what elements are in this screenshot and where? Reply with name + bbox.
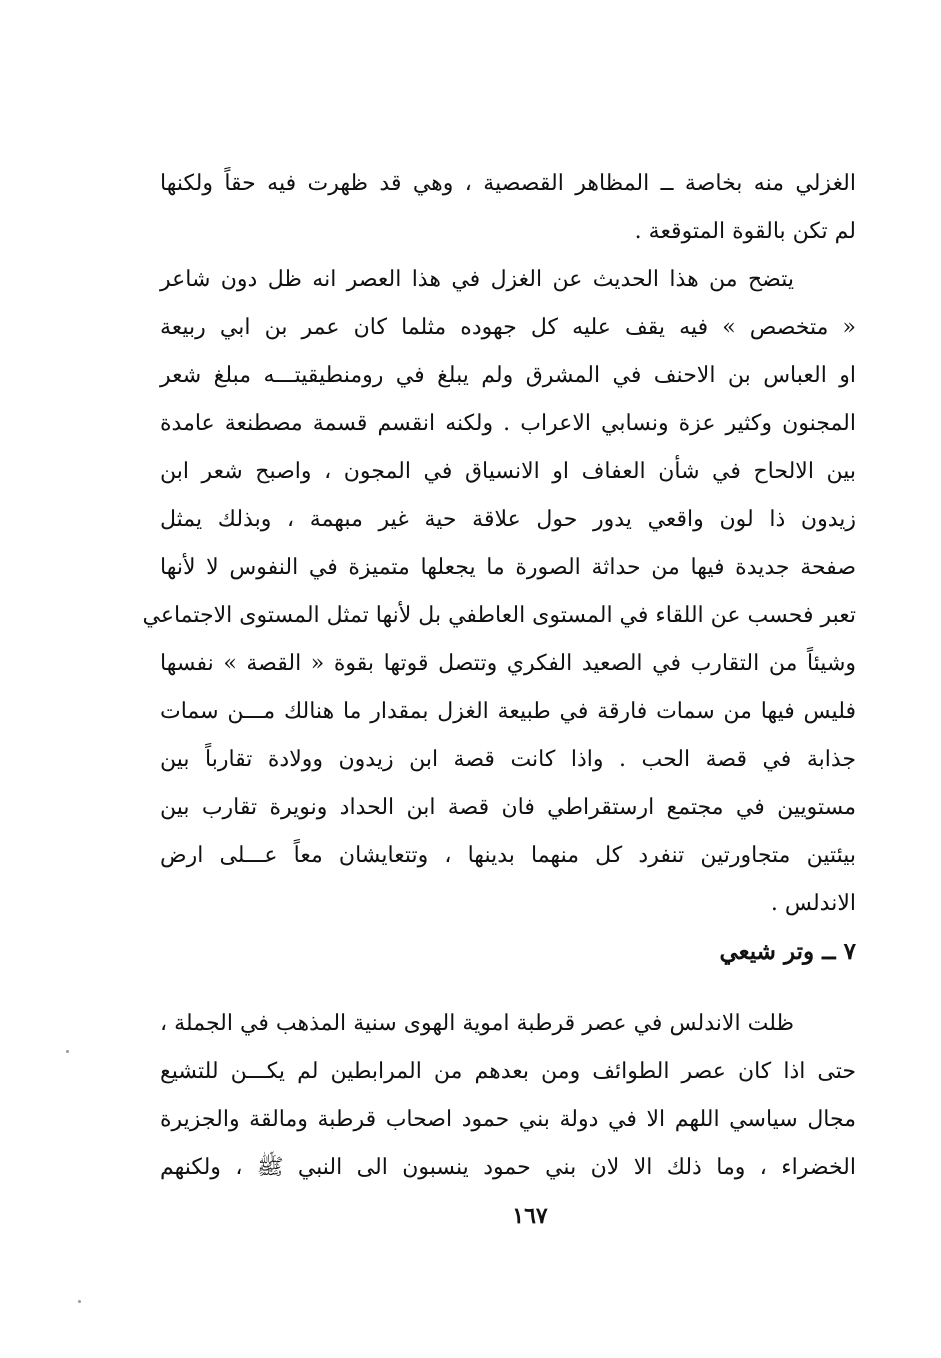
text-line: الاندلس . xyxy=(770,891,856,916)
paragraph-continued xyxy=(160,160,856,256)
text-line: حتى اذا كان عصر الطوائف ومن بعدهم من المرابطين لم يكـــن للتشيع xyxy=(160,1059,856,1084)
text-line: جذابة في قصة الحب . واذا كانت قصة ابن زيدون وولادة تقارباً بين xyxy=(160,747,856,772)
text-line: زيدون ذا لون واقعي يدور حول علاقة حية غير مبهمة ، وبذلك يمثل xyxy=(160,507,856,532)
scan-speck xyxy=(78,1300,81,1303)
text-line: الخضراء ، وما ذلك الا لان بني حمود ينسبون الى النبي ﷺ ، ولكنهم xyxy=(160,1155,856,1180)
scan-speck xyxy=(66,1050,69,1053)
text-line: صفحة جديدة فيها من حداثة الصورة ما يجعلها متميزة في النفوس لا لأنها xyxy=(160,555,856,580)
text-line: تعبر فحسب عن اللقاء في المستوى العاطفي بل لأنها تمثل المستوى الاجتماعي xyxy=(142,603,856,628)
text-line: الغزلي منه بخاصة ــ المظاهر القصصية ، وهي قد ظهرت فيه حقاً ولكنها xyxy=(160,171,856,196)
text-line: فليس فيها من سمات فارقة في طبيعة الغزل بمقدار ما هنالك مـــن سمات xyxy=(160,699,856,724)
text-line: بين الالحاح في شأن العفاف او الانسياق في المجون ، واصبح شعر ابن xyxy=(160,459,856,484)
text-line: او العباس بن الاحنف في المشرق ولم يبلغ في رومنطيقيتـــه مبلغ شعر xyxy=(160,363,856,388)
text-line: مستويين في مجتمع ارستقراطي فان قصة ابن الحداد ونويرة تقارب بين xyxy=(160,795,856,820)
text-line: « متخصص » فيه يقف عليه كل جهوده مثلما كان عمر بن ابي ربيعة xyxy=(160,315,856,340)
text-line: مجال سياسي اللهم الا في دولة بني حمود اصحاب قرطبة ومالقة والجزيرة xyxy=(160,1107,856,1132)
text-line: بيئتين متجاورتين تنفرد كل منهما بدينها ، وتتعايشان معاً عـــلى ارض xyxy=(160,843,856,868)
page-number: ١٦٧ xyxy=(512,1203,548,1229)
text-line: المجنون وكثير عزة ونسابي الاعراب . ولكنه انقسم قسمة مصطنعة عامدة xyxy=(160,411,856,436)
paragraph-ghazal-summary xyxy=(142,256,856,928)
text-line: يتضح من هذا الحديث عن الغزل في هذا العصر انه ظل دون شاعر xyxy=(160,267,794,292)
text-line: وشيئاً من التقارب في الصعيد الفكري وتتصل قوتها بقوة « القصة » نفسها xyxy=(160,651,856,676)
text-line: لم تكن بالقوة المتوقعة . xyxy=(634,219,856,244)
paragraph-shiite-string xyxy=(160,1000,856,1192)
text-line: ظلت الاندلس في عصر قرطبة اموية الهوى سنية المذهب في الجملة ، xyxy=(160,1011,794,1036)
section-heading: ٧ ــ وتر شيعي xyxy=(719,938,856,965)
